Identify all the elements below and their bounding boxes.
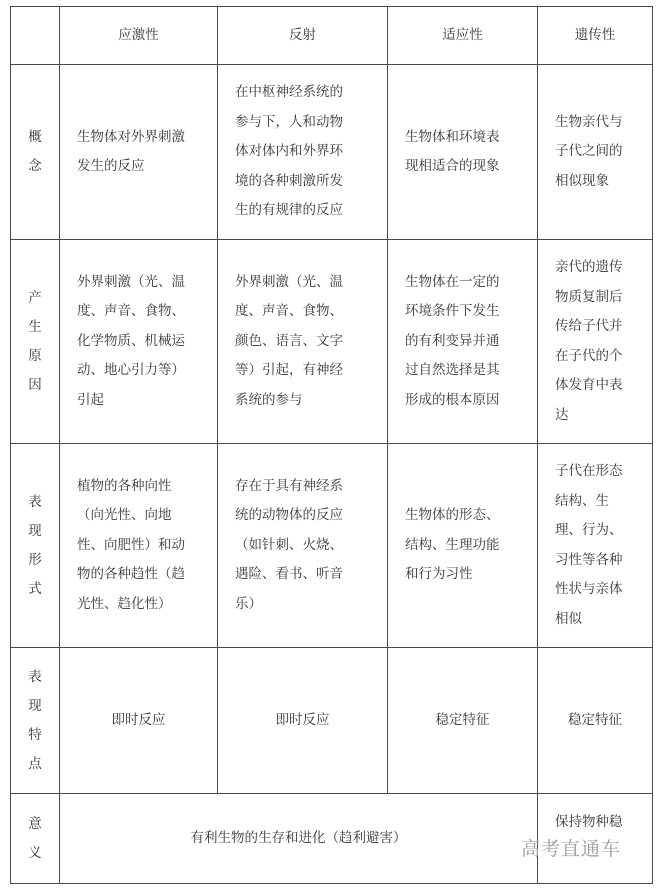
table-cell: 子代在形态 结构、生 理、行为、 习性等各种 性状与亲体 相似 xyxy=(538,444,653,648)
header-corner xyxy=(11,7,60,65)
table-cell: 稳定特征 xyxy=(388,648,538,794)
row-label: 概 念 xyxy=(11,65,60,240)
table-cell: 生物体和环境表 现相适合的现象 xyxy=(388,65,538,240)
comparison-table xyxy=(10,6,653,884)
row-concept xyxy=(11,65,653,240)
row-label: 产 生 原 因 xyxy=(11,240,60,444)
header-cell: 适应性 xyxy=(388,7,538,65)
table-cell: 生物亲代与 子代之间的 相似现象 xyxy=(538,65,653,240)
table-cell: 生物体的形态、 结构、生理功能 和行为习性 xyxy=(388,444,538,648)
header-row xyxy=(11,7,653,65)
row-label: 意 义 xyxy=(11,794,60,884)
row-label: 表 现 形 式 xyxy=(11,444,60,648)
row-label: 表 现 特 点 xyxy=(11,648,60,794)
table-cell: 生物体对外界刺激 发生的反应 xyxy=(60,65,218,240)
header-cell: 应激性 xyxy=(60,7,218,65)
table-cell: 存在于具有神经系 统的动物体的反应 （如针刺、火烧、 遇险、看书、听音 乐） xyxy=(218,444,388,648)
table-cell: 外界刺激（光、温 度、声音、食物、 颜色、语言、文字 等）引起，有神经 系统的参与 xyxy=(218,240,388,444)
table-cell: 即时反应 xyxy=(218,648,388,794)
table-cell: 在中枢神经系统的 参与下，人和动物 体对体内和外界环 境的各种刺激所发 生的有规律的反应 xyxy=(218,65,388,240)
table-cell: 植物的各种向性 （向光性、向地 性、向肥性）和动 物的各种趋性（趋 光性、趋化性） xyxy=(60,444,218,648)
table-cell: 即时反应 xyxy=(60,648,218,794)
table-cell: 稳定特征 xyxy=(538,648,653,794)
header-cell: 遗传性 xyxy=(538,7,653,65)
table-cell: 生物体在一定的 环境条件下发生 的有利变异并通 过自然选择是其 形成的根本原因 xyxy=(388,240,538,444)
table-cell: 亲代的遗传 物质复制后 传给子代并 在子代的个 体发育中表 达 xyxy=(538,240,653,444)
table-cell: 外界刺激（光、温 度、声音、食物、 化学物质、机械运 动、地心引力等） 引起 xyxy=(60,240,218,444)
row-form xyxy=(11,444,653,648)
row-feature xyxy=(11,648,653,794)
header-cell: 反射 xyxy=(218,7,388,65)
watermark: 高考直通车 xyxy=(521,838,622,860)
table-cell: 保持物种稳 xyxy=(538,794,653,884)
row-cause xyxy=(11,240,653,444)
merged-cell: 有利生物的生存和进化（趋利避害） xyxy=(60,794,538,884)
